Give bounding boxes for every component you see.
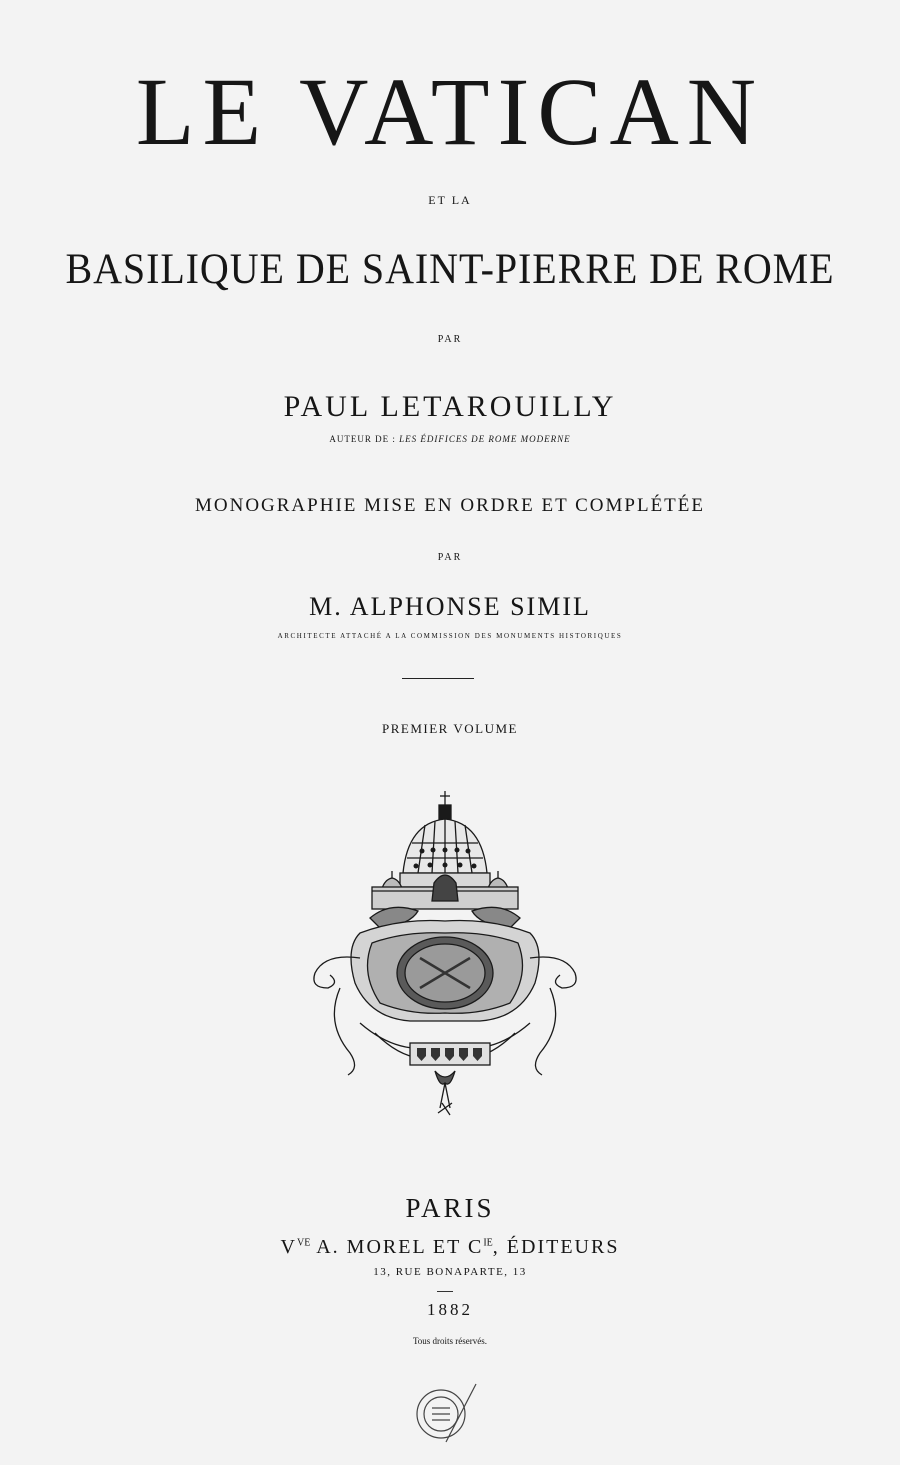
editor-credit: ARCHITECTE ATTACHÉ A LA COMMISSION DES MONUMENTS HISTORIQUES bbox=[277, 632, 623, 640]
author-credit bbox=[0, 434, 900, 444]
author-credit-work: LES ÉDIFICES DE ROME MODERNE bbox=[399, 434, 571, 444]
author-name: PAUL LETAROUILLY bbox=[283, 390, 617, 423]
publisher-v-superscript: VE bbox=[296, 1237, 311, 1249]
monograph-line: MONOGRAPHIE MISE EN ORDRE ET COMPLÉTÉE bbox=[194, 495, 705, 516]
author-credit-prefix: AUTEUR DE : bbox=[329, 434, 396, 444]
publisher-c-superscript: IE bbox=[483, 1237, 493, 1249]
publisher-role: , ÉDITEURS bbox=[492, 1236, 620, 1258]
publication-city: PARIS bbox=[405, 1193, 495, 1223]
st-peters-basilica-cartouche-icon bbox=[300, 783, 590, 1128]
library-stamp-icon bbox=[408, 1380, 478, 1450]
editor-name: M. ALPHONSE SIMIL bbox=[309, 592, 591, 621]
title-word-le: LE bbox=[135, 58, 270, 165]
par-label-2: PAR bbox=[437, 552, 463, 563]
publisher-v: V bbox=[280, 1236, 297, 1258]
publisher-name: A. MOREL ET C bbox=[310, 1236, 484, 1258]
book-subtitle: BASILIQUE DE SAINT-PIERRE DE ROME bbox=[65, 246, 835, 293]
book-title bbox=[0, 58, 900, 165]
year-separator bbox=[437, 1291, 453, 1292]
et-la-label: ET LA bbox=[428, 193, 472, 207]
publication-year: 1882 bbox=[427, 1300, 473, 1319]
rights-notice: Tous droits réservés. bbox=[412, 1336, 488, 1346]
title-word-vatican: VATICAN bbox=[299, 58, 765, 165]
publisher-address: 13, RUE BONAPARTE, 13 bbox=[373, 1266, 527, 1278]
divider-rule bbox=[402, 678, 474, 679]
publisher-line bbox=[0, 1236, 900, 1259]
par-label-1: PAR bbox=[437, 334, 463, 345]
volume-label: PREMIER VOLUME bbox=[382, 721, 518, 736]
